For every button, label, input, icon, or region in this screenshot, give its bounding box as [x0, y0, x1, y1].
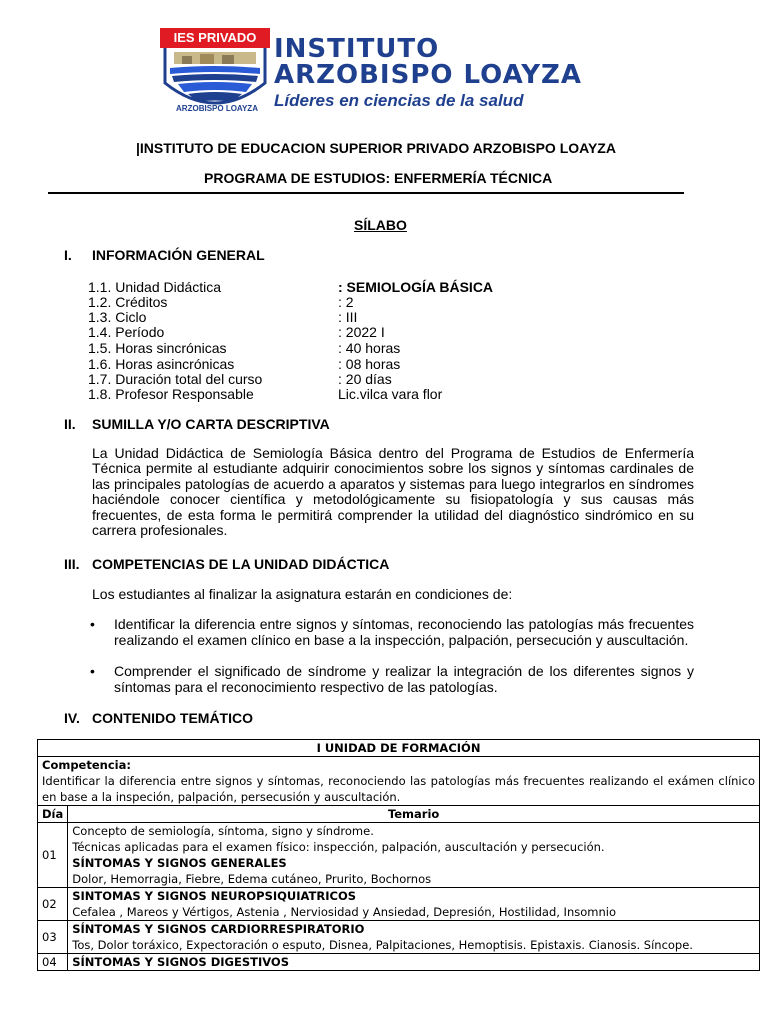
info-row-horas-sincronicas — [88, 340, 400, 356]
competencia-text: Identificar la diferencia entre signos y síntomas, reconociendo las patologías más frecuentes realizando el exámen clínico en base a la inspeción, palpación, persecusión y auscultación. — [42, 774, 755, 804]
info-value: : 08 horas — [338, 356, 401, 372]
info-value: : III — [338, 309, 358, 325]
unit-title: I UNIDAD DE FORMACIÓN — [38, 740, 760, 757]
info-value: Lic.vilca vara flor — [338, 386, 443, 402]
section-number: IV. — [64, 710, 80, 726]
temario-cell — [68, 921, 760, 954]
col-header-dia: Día — [38, 806, 68, 823]
info-value: : 40 horas — [338, 340, 401, 356]
document-title: SÍLABO — [354, 217, 407, 233]
competencia-cell — [38, 757, 760, 806]
table-row — [38, 954, 760, 971]
temario-cell — [68, 888, 760, 921]
section-title: SUMILLA Y/O CARTA DESCRIPTIVA — [92, 416, 330, 432]
table-row — [38, 888, 760, 921]
col-header-temario: Temario — [68, 806, 760, 823]
info-label: 1.1. Unidad Didáctica — [88, 279, 222, 295]
content-table — [37, 739, 760, 971]
temario-subheading: SÍNTOMAS Y SIGNOS CARDIORRESPIRATORIO — [72, 922, 365, 936]
table-title-row — [38, 740, 760, 757]
section-title: CONTENIDO TEMÁTICO — [92, 710, 253, 726]
program-heading: PROGRAMA DE ESTUDIOS: ENFERMERÍA TÉCNICA — [204, 170, 553, 186]
section-heading-competencias — [64, 556, 389, 572]
temario-subheading: SÍNTOMAS Y SIGNOS DIGESTIVOS — [72, 955, 289, 969]
dia-cell: 04 — [38, 954, 68, 971]
info-label: 1.6. Horas asincrónicas — [88, 356, 235, 372]
temario-line: Cefalea , Mareos y Vértigos, Astenia , Nerviosidad y Ansiedad, Depresión, Hostilidad, Insomnio — [72, 905, 616, 919]
temario-line: Concepto de semiología, síntoma, signo y síndrome. — [72, 824, 374, 838]
temario-cell — [68, 954, 760, 971]
info-value: : 2022 I — [338, 324, 385, 340]
info-label: 1.4. Período — [88, 324, 165, 340]
brand-name-line2: ARZOBISPO LOAYZA — [274, 60, 583, 90]
temario-cell — [68, 823, 760, 888]
dia-cell: 01 — [38, 823, 68, 888]
brand-tagline: Líderes en ciencias de la salud — [274, 91, 524, 110]
competencias-intro: Los estudiantes al finalizar la asignatura estarán en condiciones de: — [92, 586, 513, 602]
info-row-duracion — [88, 371, 392, 387]
info-row-profesor — [88, 386, 442, 402]
info-label: 1.7. Duración total del curso — [88, 371, 263, 387]
table-row — [38, 921, 760, 954]
info-label: 1.5. Horas sincrónicas — [88, 340, 227, 356]
info-row-ciclo — [88, 309, 357, 325]
section-title: INFORMACIÓN GENERAL — [92, 247, 265, 263]
temario-line: Técnicas aplicadas para el examen físico: inspección, palpación, auscultación y persecución. — [72, 840, 605, 854]
section-title: COMPETENCIAS DE LA UNIDAD DIDÁCTICA — [92, 556, 390, 572]
temario-line: Dolor, Hemorragia, Fiebre, Edema cutáneo, Prurito, Bochornos — [72, 872, 432, 886]
temario-line: Tos, Dolor toráxico, Expectoración o esputo, Disnea, Palpitaciones, Hemoptisis. Epistaxis. Cianosis. Síncope. — [72, 938, 693, 952]
section-number: III. — [64, 556, 80, 572]
table-competencia-row — [38, 757, 760, 806]
bullet-icon: • — [90, 663, 95, 679]
section-number: II. — [64, 416, 76, 432]
table-header-row — [38, 806, 760, 823]
section-number: I. — [64, 247, 72, 263]
logo-arc-text: ARZOBISPO LOAYZA — [176, 104, 258, 113]
temario-subheading: SINTOMAS Y SIGNOS NEUROPSIQUIATRICOS — [72, 889, 357, 903]
sumilla-paragraph: La Unidad Didáctica de Semiología Básica dentro del Programa de Estudios de Enfermería Técnica permite al estudiante adquirir conocimientos sobre los signos y síntomas cardinales de las principales patologías de acuerdo a aparatos y sistemas para luego integrarlos en síndromes haciéndole conocer científica y metodológicamente su fisiopatología y sus causas más frecuentes, de esta forma le permitirá comprender la utilidad del diagnóstico sindrómico en su carrera profesionales. — [92, 445, 694, 539]
brand-name-line1: INSTITUTO — [274, 34, 440, 64]
competencia-bullet — [90, 663, 694, 695]
temario-subheading: SÍNTOMAS Y SIGNOS GENERALES — [72, 856, 287, 870]
logo-banner: IES PRIVADO — [160, 28, 270, 48]
bullet-text: Identificar la diferencia entre signos y síntomas, reconociendo las patologías más frecuentes realizando el examen clínico en base a la inspección, palpación, persecución y auscultación. — [114, 616, 694, 648]
info-label: 1.8. Profesor Responsable — [88, 386, 254, 402]
section-heading-contenido — [64, 710, 253, 726]
bullet-icon: • — [90, 616, 95, 632]
dia-cell: 02 — [38, 888, 68, 921]
info-label: 1.3. Ciclo — [88, 309, 147, 325]
dia-cell: 03 — [38, 921, 68, 954]
info-row-creditos — [88, 294, 354, 310]
competencia-bullet — [90, 616, 694, 648]
info-row-unidad — [88, 279, 493, 295]
info-row-horas-asincronicas — [88, 356, 400, 372]
info-value: : 2 — [338, 294, 354, 310]
competencia-label: Competencia: — [42, 758, 131, 772]
header-divider — [48, 192, 684, 194]
institution-heading: |INSTITUTO DE EDUCACION SUPERIOR PRIVADO ARZOBISPO LOAYZA — [136, 140, 616, 156]
info-label: 1.2. Créditos — [88, 294, 168, 310]
info-value: : 20 días — [338, 371, 392, 387]
bullet-text: Comprender el significado de síndrome y realizar la integración de los diferentes signos y síntomas para el reconocimiento respectivo de las patologías. — [114, 663, 694, 695]
info-value: : SEMIOLOGÍA BÁSICA — [338, 279, 494, 295]
info-row-periodo — [88, 324, 385, 340]
section-heading-sumilla — [64, 416, 330, 432]
table-row — [38, 823, 760, 888]
section-heading-informacion — [64, 247, 265, 263]
